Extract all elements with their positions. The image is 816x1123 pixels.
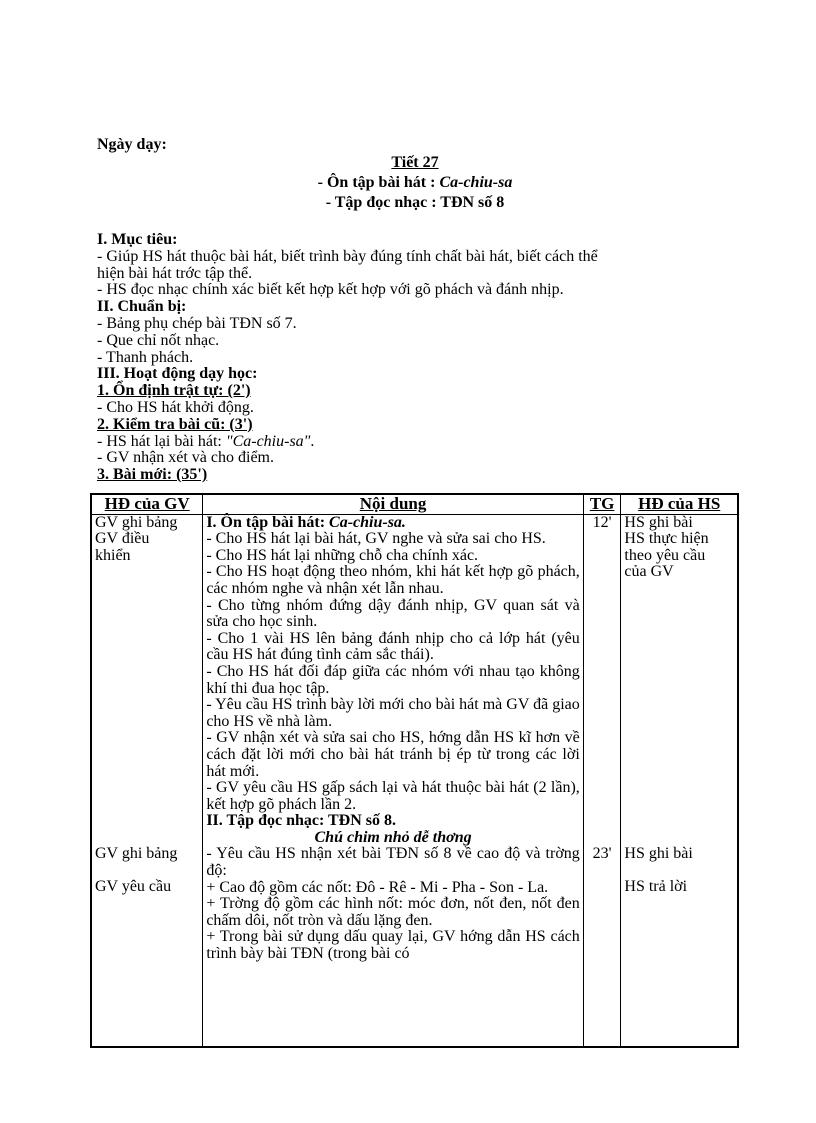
objective-line: - Giúp HS hát thuộc bài hát, biết trình bày đúng tính chất bài hát, biết cách thể — [97, 247, 598, 265]
section-preparation-heading: II. Chuẩn bị: — [97, 298, 187, 316]
teacher-activity: GV yêu cầu — [95, 877, 172, 895]
step-2-suffix: . — [310, 432, 315, 450]
student-activity: HS trả lời — [624, 877, 688, 895]
header-time: TG — [583, 494, 621, 514]
objective-line: hiện bài hát trớc tập thể. — [97, 264, 253, 282]
part-1-title — [206, 515, 579, 532]
time-value: 12' — [592, 513, 612, 531]
step-2-prefix: - HS hát lại bài hát: — [97, 432, 226, 450]
objective-line: - HS đọc nhạc chính xác biết kết hợp kết hợp với gõ phách và đánh nhịp. — [97, 281, 564, 299]
lesson-title: Tiết 27 — [391, 154, 439, 171]
topic-2: - Tập đọc nhạc : TĐN số 8 — [325, 194, 505, 211]
cell-spacer — [624, 581, 734, 846]
content-item: + Trong bài sử dụng dấu quay lại, GV hớng dẫn HS cách trình bày bài TĐN (trong bài có — [206, 928, 580, 963]
cell-spacer — [95, 863, 199, 879]
step-2-line-2: - GV nhận xét và cho điểm. — [97, 449, 274, 467]
content-item: - Cho từng nhóm đứng dậy đánh nhịp, GV quan sát và sửa cho học sinh. — [206, 596, 580, 631]
date-label: Ngày dạy: — [97, 136, 167, 153]
teacher-activity: khiển — [95, 546, 131, 564]
step-2-line — [97, 434, 727, 451]
cell-spacer — [95, 896, 199, 1046]
student-activity: HS ghi bài — [624, 844, 693, 862]
preparation-line: - Que chỉ nốt nhạc. — [97, 331, 220, 349]
step-2-song: "Ca-chiu-sa" — [225, 432, 311, 450]
table-row — [91, 514, 738, 1046]
preparation-line: - Bảng phụ chép bài TĐN số 7. — [97, 314, 297, 332]
step-1-heading: 1. Ổn định trật tự: (2') — [97, 382, 251, 400]
preparation-line: - Thanh phách. — [97, 348, 194, 366]
lesson-body — [97, 232, 727, 484]
teacher-activity: GV điều — [95, 530, 150, 548]
part-2-subtitle: Chú chim nhỏ dễ thơng — [314, 828, 472, 846]
content-item: + Cao độ gồm các nốt: Đô - Rê - Mi - Pha - Son - La. — [206, 878, 549, 896]
student-activity: của GV — [624, 563, 674, 581]
content-item: + Trờng độ gồm các hình nốt: móc đơn, nốt đen, nốt đen chấm dôi, nốt tròn và dấu lặng đen. — [206, 895, 580, 929]
cell-spacer — [95, 564, 199, 846]
content-item: - Cho HS hát đối đáp giữa các nhóm với nhau tạo không khí thi đua học tập. — [206, 662, 580, 697]
teacher-activity: GV ghi bảng — [95, 845, 178, 863]
content-item: - GV nhận xét và sửa sai cho HS, hớng dẫn HS kĩ hơn về cách đặt lời mới cho bài hát tránh bị ép từ trong các lời hát mới. — [206, 729, 580, 780]
header-content: Nội dung — [203, 494, 583, 514]
cell-spacer — [587, 531, 618, 846]
content-item: - Yêu cầu HS trình bày lời mới cho bài hát mà GV đã giao cho HS về nhà làm. — [206, 696, 580, 730]
topic-1-song: Ca-chiu-sa — [439, 174, 513, 191]
section-activities-heading: III. Hoạt động dạy học: — [97, 365, 258, 383]
header-student-activity: HĐ của HS — [621, 494, 738, 514]
content-item: - Yêu cầu HS nhận xét bài TĐN số 8 về cao độ và trờng độ: — [206, 845, 580, 880]
part-1-title-prefix: I. Ôn tập bài hát: — [206, 513, 330, 531]
table-header-row — [91, 494, 738, 514]
time-cell — [583, 514, 621, 1046]
teacher-activity-cell — [91, 514, 203, 1046]
header-teacher-activity: HĐ của GV — [91, 494, 203, 514]
part-1-title-song: Ca-chiu-sa. — [329, 513, 406, 531]
step-1-line: - Cho HS hát khởi động. — [97, 398, 254, 416]
student-activity: HS thực hiện — [624, 530, 709, 548]
time-value: 23' — [592, 845, 612, 863]
step-2-heading: 2. Kiểm tra bài cũ: (3') — [97, 415, 253, 433]
topic-1-prefix: - Ôn tập bài hát : — [317, 174, 440, 191]
lesson-plan-table — [90, 493, 739, 1048]
student-activity: theo yêu cầu — [624, 546, 706, 564]
teacher-activity: GV ghi bảng — [95, 513, 178, 531]
content-item: - Cho HS hát lại những chỗ cha chính xác. — [206, 546, 479, 564]
student-activity: HS ghi bài — [624, 513, 693, 531]
student-activity-cell — [621, 514, 738, 1046]
cell-spacer — [624, 863, 734, 879]
step-3-heading: 3. Bài mới: (35') — [97, 466, 208, 484]
content-item: - Cho HS hát lại bài hát, GV nghe và sửa sai cho HS. — [206, 530, 546, 548]
part-2-title: II. Tập đọc nhạc: TĐN số 8. — [206, 812, 397, 830]
section-objectives-heading: I. Mục tiêu: — [97, 231, 178, 248]
content-item: - GV yêu cầu HS gấp sách lại và hát thuộc bài hát (2 lần), kết hợp gõ phách lần 2. — [206, 779, 580, 813]
content-cell — [203, 514, 583, 1046]
topic-1 — [200, 175, 630, 192]
content-item: - Cho 1 vài HS lên bảng đánh nhịp cho cả lớp hát (yêu cầu HS hát đúng tình cảm sắc thái). — [206, 629, 580, 664]
content-item: - Cho HS hoạt động theo nhóm, khi hát kết hợp gõ phách, các nhóm nghe và nhận xét lẫn nhau. — [206, 563, 580, 597]
